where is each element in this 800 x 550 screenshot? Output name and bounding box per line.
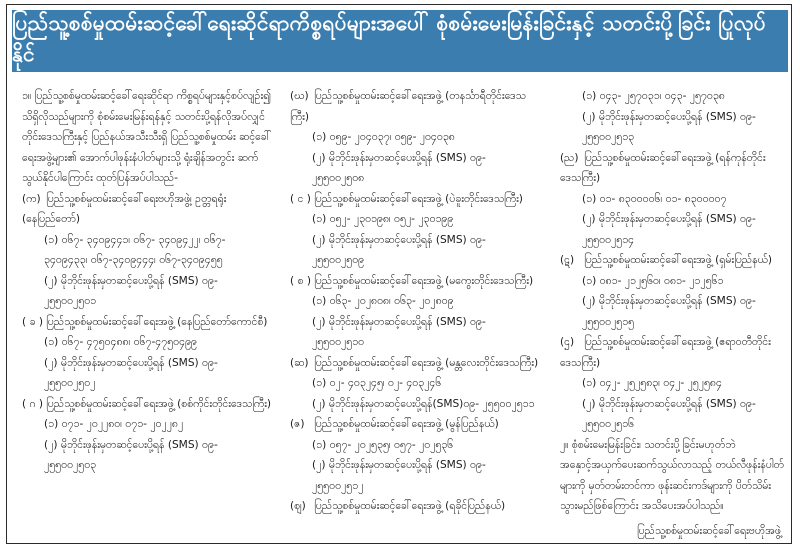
office-sms: (၂) မိုဘိုင်းဖုန်းမှတဆင့်ပေးပို့ရန် (SMS) ၀၉- ၂၅၅၀၀၂၅၁၃: [582, 110, 756, 143]
office-name: (ဌ) ပြည်သူ့စစ်မှုထမ်းဆင့်ခေါ်ရေးအဖွဲ့ (ဧရာဝတီတိုင်းဒေသကြီး): [560, 336, 771, 369]
office-sms: (၂) မိုဘိုင်းဖုန်းမှတဆင့်ပေးပို့ရန် (SMS) ၀၉- ၂၅၅၀၀၂၅၁၂: [312, 459, 486, 492]
signature: ပြည်သူ့စစ်မှုထမ်းဆင့်ခေါ်ရေးဗဟိုအဖွဲ့: [636, 524, 781, 537]
office-name: ( စ ) ပြည်သူ့စစ်မှုထမ်းဆင့်ခေါ်ရေးအဖွဲ့ (မကွေးတိုင်းဒေသကြီး): [290, 274, 534, 287]
office-sms: (၂) မိုဘိုင်းဖုန်းမှတဆင့်ပေးပို့ရန် (SMS) ၀၉- ၂၅၅၀၀၂၅၁၄: [582, 213, 756, 246]
office-sms: (၂) မိုဘိုင်းဖုန်းမှတဆင့်ပေးပို့ရန် (SMS) ၀၉- ၂၅၅၀၀၂၅၀၈: [312, 151, 486, 184]
column-3: [560, 86, 785, 541]
office-entry: [290, 189, 540, 271]
office-sms: (၂) မိုဘိုင်းဖုန်းမှတဆင့်ပေးပို့ရန် (SMS) ၀၉- ၂၅၅၀၀၂၅၀၂: [44, 356, 218, 389]
office-entry: [22, 312, 272, 394]
announcement-title: ပြည်သူ့စစ်မှုထမ်းဆင့်ခေါ်ရေးဆိုင်ရာကိစ္စရပ်များအပေါ် စုံစမ်းမေးမြန်းခြင်းနှင့် သတင်းပို့ခြင်း ပြုလုပ်နိုင်: [12, 10, 788, 72]
office-entry: [560, 250, 785, 332]
note-marker: ၂။: [560, 438, 569, 451]
office-phone: (၁) ၀၇၁- ၂၀၂၂၈၀၊ ၀၇၁- ၂၀၂၂၈၂: [44, 418, 184, 430]
office-entry-continued: [560, 86, 785, 148]
office-phone: (၁) ၀၅၉- ၂၀၄၀၃၇၊ ၀၅၉- ၂၀၄၀၃၈: [312, 131, 455, 143]
column-1: [22, 86, 272, 476]
warning-paragraph: [560, 435, 785, 517]
office-entry: [290, 353, 540, 415]
office-phone: (၁) ၀၈၁- ၂၁၂၅၆၀၊ ၀၈၁- ၂၁၂၅၆၁: [582, 274, 724, 287]
office-phone: (၁) ၀၅၇- ၂၀၂၅၃၅၊ ၀၅၇- ၂၀၂၅၃၆: [312, 438, 454, 451]
office-sms: (၂) မိုဘိုင်းဖုန်းမှတဆင့်ပေးပို့ရန်(SMS)၀၉- ၂၅၅၀၀၂၅၁၁: [312, 397, 535, 410]
office-name: (ဋ) ပြည်သူ့စစ်မှုထမ်းဆင့်ခေါ်ရေးအဖွဲ့ (ရှမ်းပြည်နယ်): [560, 254, 773, 266]
office-name: ( င ) ပြည်သူ့စစ်မှုထမ်းဆင့်ခေါ်ရေးအဖွဲ့ (ပဲခူးတိုင်းဒေသကြီး): [290, 192, 523, 205]
office-name: (ဇ) ပြည်သူ့စစ်မှုထမ်းဆင့်ခေါ်ရေးအဖွဲ့ (မွန်ပြည်နယ်): [290, 418, 499, 430]
office-name: (ဃ) ပြည်သူ့စစ်မှုထမ်းဆင့်ခေါ်ရေးအဖွဲ့ (တနင်္သာရီတိုင်းဒေသကြီး): [290, 90, 526, 123]
office-phone: (၁) ၀၆၃- ၂၀၂၈၀၈၊ ၀၆၃- ၂၀၂၈၀၉: [312, 295, 454, 307]
office-entry: [290, 86, 540, 189]
office-sms: (၂) မိုဘိုင်းဖုန်းမှတဆင့်ပေးပို့ရန် (SMS) ၀၉- ၂၅၅၀၀၂၅၀၁: [44, 274, 218, 307]
office-phone: (၁) ၀၄၃- ၂၅၇၀၃၁၊ ၀၄၃- ၂၅၇၀၃၈: [582, 90, 725, 102]
office-entry: [22, 189, 272, 312]
office-entry: [560, 148, 785, 251]
office-entry: [290, 496, 540, 517]
office-name: ( ဂ ) ပြည်သူ့စစ်မှုထမ်းဆင့်ခေါ်ရေးအဖွဲ့ (စစ်ကိုင်းတိုင်းဒေသကြီး): [22, 397, 272, 410]
office-phone: (၁) ၀၆၇- ၄၇၅၀၄၈၈၊ ၀၆၇-၄၇၅၀၄၉၉: [44, 336, 198, 348]
intro-marker: ၁။: [22, 90, 32, 102]
office-sms: (၂) မိုဘိုင်းဖုန်းမှတဆင့်ပေးပို့ရန် (SMS) ၀၉- ၂၅၅၀၀၂၅၀၉: [312, 233, 486, 266]
office-entry: [290, 414, 540, 496]
office-phone: (၁) ၀၅၂- ၂၃၀၁၉၈၊ ၀၅၂- ၂၃၀၁၉၉: [312, 213, 454, 225]
office-entry: [22, 394, 272, 476]
office-entry: [560, 332, 785, 435]
office-phone: (၁) ၀၄၂- ၂၅၂၅၈၃၊ ၀၄၂- ၂၅၂၅၈၄: [582, 377, 722, 389]
office-entry: [290, 271, 540, 353]
office-sms: (၂) မိုဘိုင်းဖုန်းမှတဆင့်ပေးပို့ရန် (SMS) ၀၉- ၂၅၅၀၀၂၅၀၃: [44, 438, 218, 471]
office-phone: (၁) ၀၆၇- ၃၄၀၉၄၄၁၊ ၀၆၇- ၃၄၀၉၄၂၂၊ ၀၆၇- ၃၄၀၉၄၃၃၊ ၀၆၇-၃၄၀၉၄၄၄၊ ၀၆၇-၃၄၀၉၄၅၅: [44, 233, 226, 266]
column-2: [290, 86, 540, 517]
office-phone: (၁) ၀၂- ၄၀၃၂၄၅၊ ၀၂- ၄၀၃၂၄၆: [312, 377, 442, 389]
office-sms: (၂) မိုဘိုင်းဖုန်းမှတဆင့်ပေးပို့ရန် (SMS) ၀၉- ၂၅၅၀၀၂၅၁၅: [582, 295, 756, 328]
office-name: (ဆ) ပြည်သူ့စစ်မှုထမ်းဆင့်ခေါ်ရေးအဖွဲ့ (မန္တလေးတိုင်းဒေသကြီး): [290, 356, 539, 369]
intro-text: ပြည်သူ့စစ်မှုထမ်းဆင့်ခေါ်ရေးဆိုင်ရာ ကိစ္စရပ်များနှင့်စပ်လျဉ်း၍ သိရှိလိုသည်များကို စုံစမ်းမေးမြန်းရန်နှင့် သတင်းပို့ရန်လိုအပ်လျှင် တိုင်းဒေသကြီးနှင့် ပြည်နယ်အသီးသီးရှိ ပြည်သူ့စစ်မှုထမ်း ဆင့်ခေါ်ရေးအဖွဲ့များ၏ အောက်ပါဖုန်းနံပါတ်များသို့ ရုံးချိန်အတွင်း ဆက်သွယ်နိုင်ပါကြောင်း ထုတ်ပြန်အပ်ပါသည်-: [22, 90, 272, 184]
office-name: (က) ပြည်သူ့စစ်မှုထမ်းဆင့်ခေါ်ရေးဗဟိုအဖွဲ့၊ ဥတ္တရရုံး (နေပြည်တော်): [22, 192, 227, 225]
intro-paragraph: [22, 86, 272, 189]
office-sms: (၂) မိုဘိုင်းဖုန်းမှတဆင့်ပေးပို့ရန် (SMS) ၀၉- ၂၅၅၀၀၂၅၁၆: [582, 397, 756, 430]
note-text: စုံစမ်းမေးမြန်းခြင်း၊ သတင်းပို့ခြင်းမဟုတ်ဘဲ အနှောင့်အယှက်ပေးဆက်သွယ်လာသည့် တယ်လီဖုန်းနံပါတ်များကို မှတ်တမ်းတင်ကာ ဖုန်းဆင်းကဒ်များကို ပိတ်သိမ်းသွားမည်ဖြစ်ကြောင်း အသိပေးအပ်ပါသည်။: [560, 438, 784, 512]
office-name: (ည) ပြည်သူ့စစ်မှုထမ်းဆင့်ခေါ်ရေးအဖွဲ့ (ရန်ကုန်တိုင်းဒေသကြီး): [560, 151, 766, 184]
office-name: (ဈ) ပြည်သူ့စစ်မှုထမ်းဆင့်ခေါ်ရေးအဖွဲ့ (ရခိုင်ပြည်နယ်): [290, 500, 506, 512]
office-phone: (၁) ၀၁- ၈၃၀၀၀၀၆၊ ၀၁- ၈၃၀၀၀၀၇: [582, 192, 727, 205]
office-sms: (၂) မိုဘိုင်းဖုန်းမှတဆင့်ပေးပို့ရန် (SMS) ၀၉- ၂၅၅၀၀၂၅၁၀: [312, 315, 486, 348]
office-name: ( ခ ) ပြည်သူ့စစ်မှုထမ်းဆင့်ခေါ်ရေးအဖွဲ့ (နေပြည်တော်ကောင်စီ): [22, 315, 268, 328]
